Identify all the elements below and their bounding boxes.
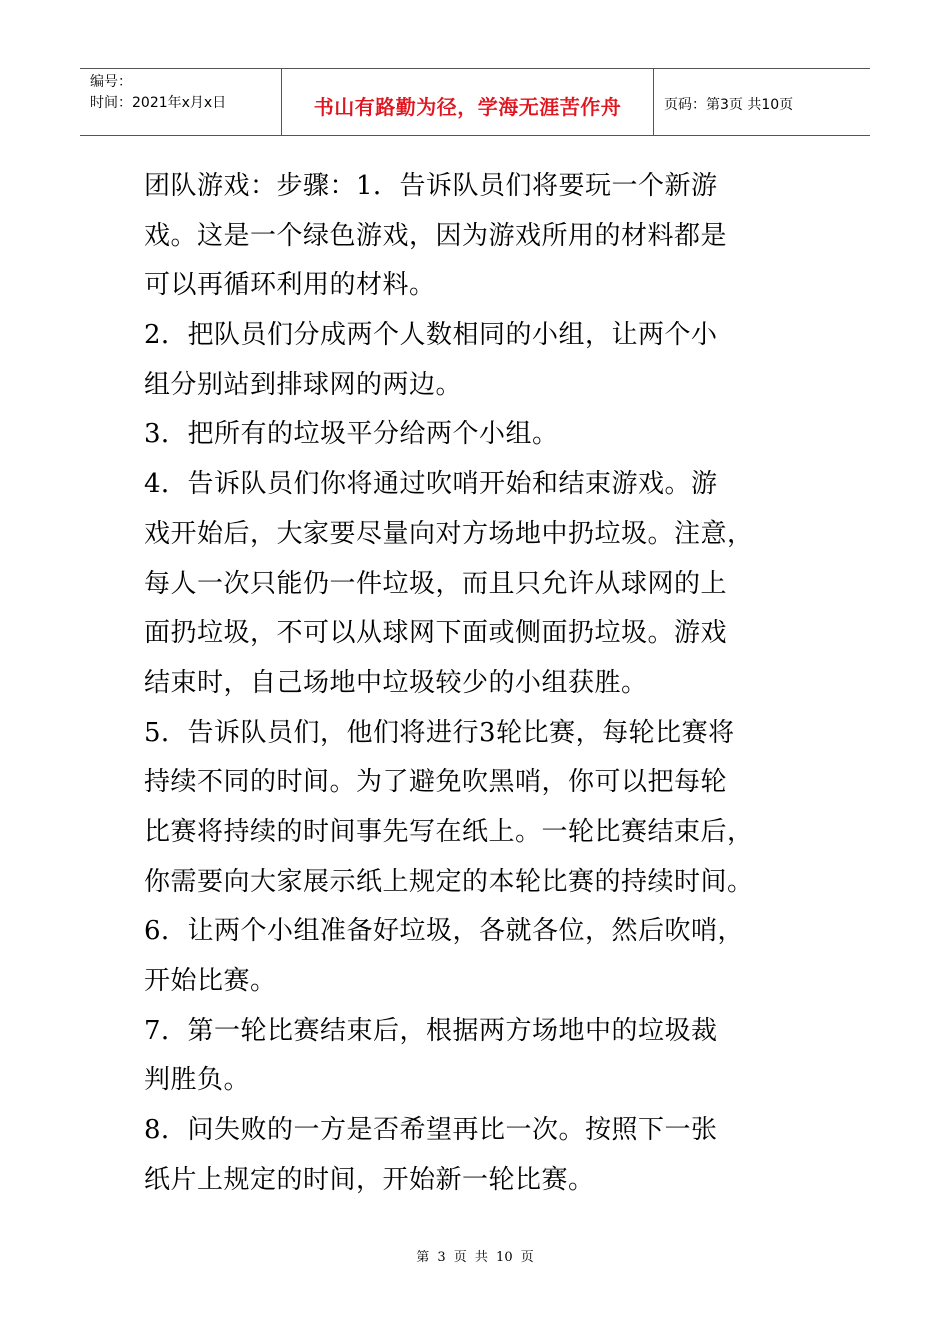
body-line: 面扔垃圾，不可以从球网下面或侧面扔垃圾。游戏 (144, 618, 728, 649)
body-line: 2．把队员们分成两个人数相同的小组，让两个小 (144, 320, 718, 351)
document-body (144, 162, 824, 1205)
body-line: 结束时，自己场地中垃圾较少的小组获胜。 (144, 667, 648, 698)
body-line: 每人一次只能仍一件垃圾，而且只允许从球网的上 (144, 568, 728, 599)
body-line: 判胜负。 (144, 1065, 251, 1096)
header-page-info: 页码：第3页 共10页 (664, 97, 794, 113)
body-line: 组分别站到排球网的两边。 (144, 369, 463, 400)
body-line: 4．告诉队员们你将通过吹哨开始和结束游戏。游 (144, 469, 718, 500)
body-line: 你需要向大家展示纸上规定的本轮比赛的持续时间。 (144, 866, 754, 897)
body-line: 团队游戏：步骤：1．告诉队员们将要玩一个新游 (144, 171, 718, 201)
body-line: 7．第一轮比赛结束后，根据两方场地中的垃圾裁 (144, 1015, 718, 1046)
body-line: 持续不同的时间。为了避免吹黑哨，你可以把每轮 (144, 767, 728, 798)
body-line: 5．告诉队员们，他们将进行3轮比赛，每轮比赛将 (144, 717, 735, 748)
body-line: 戏。这是一个绿色游戏，因为游戏所用的材料都是 (144, 220, 728, 251)
body-line: 开始比赛。 (144, 966, 277, 996)
body-line: 纸片上规定的时间，开始新一轮比赛。 (144, 1164, 595, 1195)
header-meta (80, 69, 282, 135)
body-line: 戏开始后，大家要尽量向对方场地中扔垃圾。注意， (144, 518, 754, 549)
header-slogan: 书山有路勤为径，学海无涯苦作舟 (282, 69, 654, 135)
body-line: 8．问失败的一方是否希望再比一次。按照下一张 (144, 1115, 718, 1146)
page-header (80, 68, 870, 136)
body-line: 可以再循环利用的材料。 (144, 270, 436, 301)
document-date: 时间：2021年x月x日 (90, 95, 227, 111)
body-line: 3．把所有的垃圾平分给两个小组。 (144, 419, 559, 450)
body-line: 比赛将持续的时间事先写在纸上。一轮比赛结束后， (144, 816, 754, 847)
body-line: 6．让两个小组准备好垃圾，各就各位，然后吹哨， (144, 916, 745, 947)
page-footer: 第 3 页 共 10 页 (416, 1250, 534, 1265)
document-number-label: 编号： (90, 74, 132, 90)
